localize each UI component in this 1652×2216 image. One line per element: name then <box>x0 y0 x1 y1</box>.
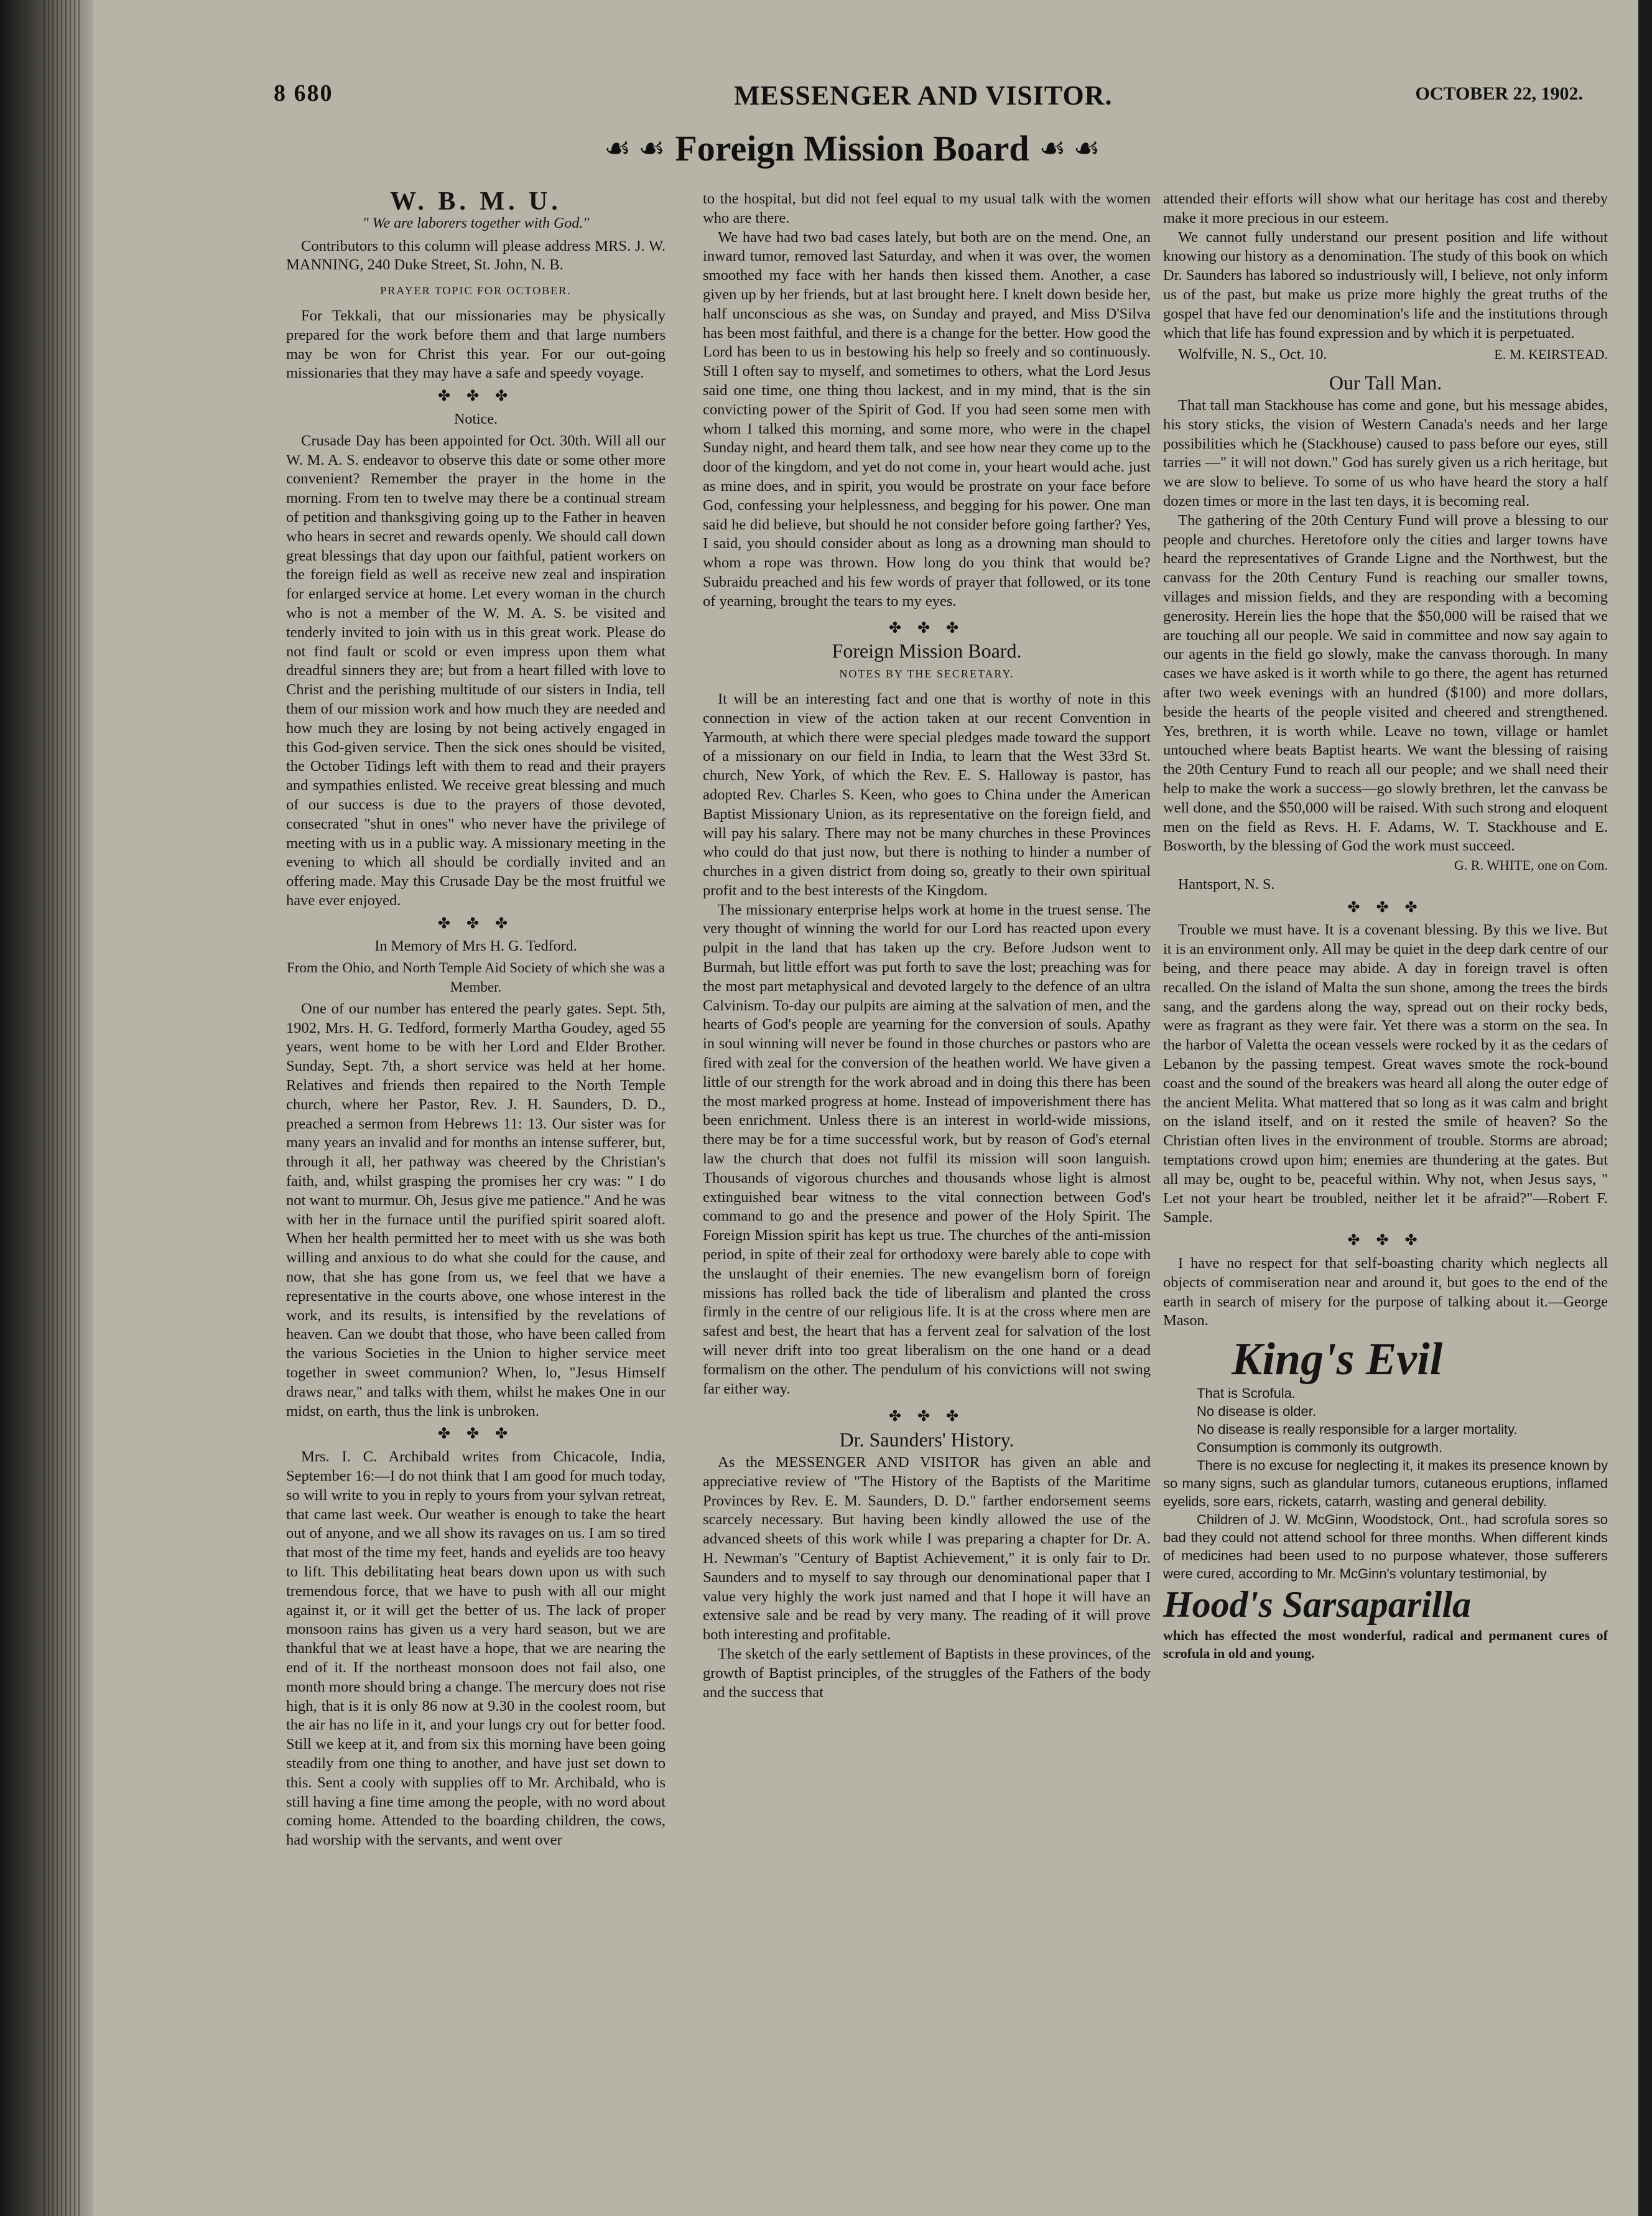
issue-date: OCTOBER 22, 1902. <box>1415 83 1583 104</box>
ad-tagline: which has effected the most wonderful, radical and permanent cures of scrofula in old and young. <box>1163 1627 1608 1662</box>
ad-line: That is Scrofula. <box>1197 1385 1296 1402</box>
ad-line: No disease is really responsible for a larger mortality. <box>1197 1422 1518 1438</box>
archibald-letter: Mrs. I. C. Archibald writes from Chicacole, India, September 16:—I do not think that I am good for much today, so will write to you in reply to yours from your sylvan retreat, that came last week. Our weather is enough to take the heart out of anyone, and we all show its ravages on us. I am so tired that most of the time my feet, hands and eyelids are too heavy to lift. This debilitating heat bears down upon us with such tremendous force, that we have to push with all our might against it, or it will get the better of us. The lack of proper monsoon rains has given us a very hard season, but we are thankful that we at least have a hope, that we are nearing the end of it. If the northeast monsoon does not fail also, one month more should bring a change. The mercury does not rise high, that is it is only 86 now at 9.30 in the coolest room, but the air has no life in it, and your lungs cry out for better food. Still we keep at it, and from six this morning have been going steadily from one thing to another, and have just set down to this. Sent a cooly with supplies off to Mr. Archibald, who is still having a fine time among the people, with no word about coming home. Attended to the boarding children, the cows, had worship with the servants, and went over <box>286 1448 666 1849</box>
notice-heading: Notice. <box>454 411 498 427</box>
ad-line: No disease is older. <box>1197 1404 1316 1420</box>
saunders-continuation: attended their efforts will show what our heritage has cost and thereby make it more precious in our esteem. <box>1163 190 1608 226</box>
ornament-divider: ✤ ✤ ✤ <box>888 620 965 636</box>
ad-headline: King's Evil <box>1232 1334 1443 1385</box>
wbmu-motto: " We are laborers together with God." <box>362 215 590 231</box>
trouble-paragraph: Trouble we must have. It is a covenant blessing. By this we live. But it is an environment only. All may be quiet in the deep dark centre of our being, and there peace may abide. A day in foreign travel is often recalled. On the island of Malta the sun shone, among the trees the birds sang, and the gardens along the way, spread out on their rocky beds, were as fragrant as they were fair. Yet there was a storm on the sea. In the harbor of Valetta the ocean vessels were rocked by it as the cedars of Lebanon by the passing tempest. Great waves smote the rock-bound coast and the sound of the breakers was heard all along the outer edge of the ancient Melita. What mattered that so long as it was calm and bright on the island itself, and on it rested the smile of heaven? So the Christian often lives in the environment of trouble. Storms are abroad; temptations crowd upon him; enemies are thundering at the gates. But all may be, ought to be, peaceful within. Why not, when Jesus says, " Let not your heart be troubled, neither let it be afraid?"—Robert F. Sample. <box>1163 921 1608 1226</box>
ornament-divider: ✤ ✤ ✤ <box>437 915 514 932</box>
signature-name: E. M. KEIRSTEAD. <box>1494 347 1608 363</box>
memory-heading: In Memory of Mrs H. G. Tedford. <box>374 938 577 955</box>
ornament-divider: ✤ ✤ ✤ <box>888 1408 965 1425</box>
saunders-continuation-2: We cannot fully understand our present position and life without knowing our history as a denomination. The study of this book on which Dr. Saunders has labored so industriously will, I believe, not only inform us of the past, but make us prize more highly the great truths of the gospel that have fed our denomination's life and the institutions through which that life has found expression and by which it is perpetuated. <box>1163 228 1608 342</box>
signature-line <box>1163 345 1608 365</box>
signature-name: G. R. WHITE, one on Com. <box>1454 857 1608 873</box>
tall-man-paragraph-1: That tall man Stackhouse has come and gone, but his message abides, his story sticks, the vision of Western Canada's needs and her large possibilities which he (Stackhouse) caused to pass before our eyes, still tarries —" it will not down." God has surely given us a rich heritage, but we are slow to believe. To some of us who have heard the story a half dozen times or more in the last ten days, it is becoming real. <box>1163 396 1608 510</box>
contributors-note: Contributors to this column will please address MRS. J. W. MANNING, 240 Duke Street, St. John, N. B. <box>286 237 666 274</box>
advertisement <box>1163 1334 1608 1662</box>
book-spine <box>0 0 93 2216</box>
page-number: 8 680 <box>274 80 333 106</box>
letter-continuation-2: We have had two bad cases lately, but both are on the mend. One, an inward tumor, removed last Saturday, and when it was over, the women smoothed my face with her hands then kissed them. Another, a case given up by her friends, but at last brought here. I knelt down beside her, half unconscious as she was, on Sunday and prayed, and Miss D'Silva has been most faithful, and there is a change for the better. How good the Lord has been to us in bestowing his help so freely and so continuously. Still I often say to myself, and sometimes to others, what the Lord Jesus said one time, one thing thou lackest, and in my mind, that is the sin convicting power of the Spirit of God. If you had seen some men with whom I talked this morning, and some more, who were in the chapel Sunday night, and heard them talk, and see how near they come up to the door of the kingdom, and yet do not come in, your heart would ache. just as mine does, and in spirit, you would be prostrate on your face before God, confessing your helplessness, and begging for his power. One man said he did believe, but should he not consider before going farther? Yes, I said, you should consider about as long as a drowning man should to whom a rope was thrown. How long do you think that would be? Subraidu preached and his few words of prayer that followed, or its tone of yearning, brought the tears to my eyes. <box>703 228 1151 610</box>
wbmu-heading: W. B. M. U. <box>390 187 562 216</box>
memory-text: One of our number has entered the pearly gates. Sept. 5th, 1902, Mrs. H. G. Tedford, formerly Martha Goudey, aged 55 years, went home to be with her Lord and Elder Brother. Sunday, Sept. 7th, a short service was held at her home. Relatives and friends then repaired to the North Temple church, where her Pastor, Rev. J. H. Saunders, D. D., preached a sermon from Hebrews 11: 13. Our sister was for many years an invalid and for months an intense sufferer, but, through it all, her pathway was cheered by the Christian's faith, and, whilst grasping the promises her cry was: " I do not want to murmur. Oh, Jesus give me patience." And he was with her in the furnace until the purified spirit soared aloft. When her health permitted her to meet with us she was both willing and anxious to do what she could for the cause, and now, that she has gone from us, we feel that we have a representative in the courts above, one whose interest in the work, and its results, is intensified by the revelations of heaven. Can we doubt that those, who have been called from the various Societies in the Union to higher service meet together in sweet communion? When, lo, "Jesus Himself draws near," and talks with them, whilst he makes One in our midst, on earth, thus the link is unbroken. <box>286 1000 666 1420</box>
leaf-ornament-icon: ☙ ☙ <box>604 132 666 165</box>
prayer-topic-text: For Tekkali, that our missionaries may be physically prepared for the work before them and that large numbers may be won for Christ this year. For our out-going missionaries that they may have a safe and speedy voyage. <box>286 307 666 382</box>
ornament-divider: ✤ ✤ ✤ <box>437 1426 514 1443</box>
ad-paragraph: There is no excuse for neglecting it, it makes its presence known by so many signs, such as glandular tumors, cutaneous eruptions, inflamed eyelids, sore ears, rickets, catarrh, wasting and general debility. <box>1163 1458 1608 1510</box>
page-edges <box>44 0 81 2216</box>
fmb-subheading: NOTES BY THE SECRETARY. <box>839 668 1014 681</box>
column-2 <box>703 190 1151 1702</box>
fmb-paragraph-2: The missionary enterprise helps work at home in the truest sense. The very thought of winning the world for our Lord has reacted upon every pulpit in the land that has taken up the cry. Before Judson went to Burmah, but little effort was put forth to save the lost; preaching was for the most part metaphysical and devoted largely to the defence of an ultra Calvinism. To-day our pulpits are aiming at the salvation of men, and the hearts of God's people are yearning for the conversion of souls. Apathy in soul winning will never be found in those churches or pastors who are fired with zeal for the conversion of the heathen world. We have given a little of our strength for the work abroad and in doing this there has been the most marked progress at home. Instead of impoverishment there has been enrichment. Unless there is an interest in world-wide missions, there may be for a time successful work, but by reason of God's eternal law the church that does not fulfil its mission will soon languish. Thousands of vigorous churches and thousands whose light is almost extinguished bear witness to the vital connection between God's command to go and the presence and power of the Holy Spirit. The Foreign Mission spirit has kept us true. The churches of the anti-mission period, in spite of their zeal for orthodoxy were barely able to cope with the unslaught of their enemies. The new evangelism born of foreign missions has rolled back the tide of liberalism and planted the cross firmly in the centre of our religious life. It is at the cross where men are safest and best, the heart that has a fervent zeal for salvation of the lost will never drift into too great liberalism on the one hand or a dead formalism on the other. The pendulum of his convictions will not swing far either way. <box>703 901 1151 1397</box>
saunders-paragraph-2: The sketch of the early settlement of Baptists in these provinces, of the growth of Baptist principles, of the struggles of the Fathers of the body and the success that <box>703 1645 1151 1701</box>
ad-line: Consumption is commonly its outgrowth. <box>1197 1440 1442 1456</box>
ad-product-name: Hood's Sarsaparilla <box>1163 1584 1472 1626</box>
ad-paragraph: Children of J. W. McGinn, Woodstock, Ont., had scrofula sores so bad they could not attend school for three months. When different kinds of medicines had been used to no purpose whatever, those sufferers were cured, according to Mr. McGinn's voluntary testimonial, by <box>1163 1512 1608 1582</box>
tall-man-heading: Our Tall Man. <box>1329 371 1442 394</box>
letter-continuation: to the hospital, but did not feel equal to my usual talk with the women who are there. <box>703 190 1151 226</box>
saunders-paragraph-1: As the MESSENGER AND VISITOR has given an able and appreciative review of "The History of the Baptists of the Maritime Provinces by Rev. E. M. Saunders, D. D." farther endorsement seems scarcely necessary. But having been kindly allowed the use of the advanced sheets of this work while I was preparing a chapter for Dr. A. H. Newman's "Century of Baptist Achievement," it is only fair to Dr. Saunders and to myself to say through our denominational paper that I value very highly the work just named and that I hope it will have an extensive sale and be read by very many. The reading of it will prove both interesting and profitable. <box>703 1454 1151 1644</box>
column-1 <box>286 187 666 1850</box>
ornament-divider: ✤ ✤ ✤ <box>1347 899 1424 916</box>
notice-text: Crusade Day has been appointed for Oct. 30th. Will all our W. M. A. S. endeavor to observe this date or some other more convenient? Remember the prayer in the home in the morning. From ten to twelve may there be a continual stream of petition and thanksgiving going up to the Father in heaven who hears in secret and rewards openly. We should call down great blessings that day upon our faithful, patient workers on the foreign field as well as receive new zeal and inspiration for enlarged service at home. Let every woman in the church who is not a member of the W. M. A. S. be visited and tenderly invited to join with us in this great work. Please do not find fault or scold or even impress upon them what dreadful sinners they are; but from a heart filled with love to Christ and the perishing multitude of our sisters in India, tell them of our mission work and how much they are needed and how much they are losing by not being actively engaged in this God-given service. Then the sick ones should be visited, the October Tidings left with them to read and their prayers and sympathies enlisted. We receive great blessing and much of our success is due to the prayers of those devoted, consecrated "shut in ones" who never have the privilege of meeting with us in a public way. A missionary meeting in the evening to which all should be cordially invited and an offering made. May this Crusade Day be the most fruitful we have ever enjoyed. <box>286 432 666 909</box>
signature-place: Hantsport, N. S. <box>1178 876 1275 893</box>
fmb-paragraph-1: It will be an interesting fact and one that is worthy of note in this connection in view of the action taken at our recent Convention in Yarmouth, at which there were special pledges made toward the support of a missionary on our field in India, to learn that the West 33rd St. church, New York, of which the Rev. E. S. Halloway is pastor, has adopted Rev. Charles S. Keen, who goes to China under the American Baptist Missionary Union, as its representative on the foreign field, and will pay his salary. There may not be many churches in these Provinces who could do that just now, but there is nothing to hinder a number of churches in a given district from doing so, greatly to their own spiritual profit and to the best interests of the Kingdom. <box>703 690 1151 899</box>
section-banner <box>597 128 1107 184</box>
leaf-ornament-icon: ☙ ☙ <box>1039 132 1100 165</box>
ornament-divider: ✤ ✤ ✤ <box>1347 1232 1424 1249</box>
prayer-topic-heading: PRAYER TOPIC FOR OCTOBER. <box>380 284 572 297</box>
tall-man-paragraph-2: The gathering of the 20th Century Fund will prove a blessing to our people and churches. Heretofore only the cities and larger towns have heard the representatives of Grande Ligne and the Northwest, but the canvass for the 20th Century Fund is reaching our smaller towns, villages and mission fields, and they are responding with a becoming generosity. Herein lies the hope that the $50,000 will be raised that we are touching all our people. We said in committee and now say again to our agents in the field go slowly, make the canvass thorough. In many cases we have asked is it worth while to go there, the agent has returned after two week evenings with an hundred ($100) and more dollars, beside the hearts of the people visited and cheered and strengthened. Yes, brethren, it is worth while. Leave no town, village or hamlet untouched where beats Baptist hearts. We want the blessing of raising the 20th Century Fund to reach all our people; and we shall need their help to make the work a success—go slowly brethren, let the canvass be well done, and the $50,000 will be raised. With such strong and eloquent men on the field as Revs. H. F. Adams, W. T. Stackhouse and E. Bosworth, by the blessing of God the work must succeed. <box>1163 511 1608 855</box>
ornament-divider: ✤ ✤ ✤ <box>437 388 514 405</box>
scan-edge <box>1638 0 1652 2216</box>
fmb-heading: Foreign Mission Board. <box>832 640 1022 663</box>
page-header <box>274 80 1608 117</box>
masthead-title: MESSENGER AND VISITOR. <box>734 80 1113 111</box>
signature-place: Wolfville, N. S., Oct. 10. <box>1178 347 1327 363</box>
column-3 <box>1163 190 1608 1662</box>
section-title: Foreign Mission Board <box>675 128 1029 169</box>
memory-subheading: From the Ohio, and North Temple Aid Society of which she was a Member. <box>286 960 665 995</box>
respect-paragraph: I have no respect for that self-boasting charity which neglects all objects of commiseration near and around it, but goes to the end of the earth in search of misery for the purpose of talking about it.—George Mason. <box>1163 1255 1608 1329</box>
saunders-heading: Dr. Saunders' History. <box>839 1428 1014 1451</box>
